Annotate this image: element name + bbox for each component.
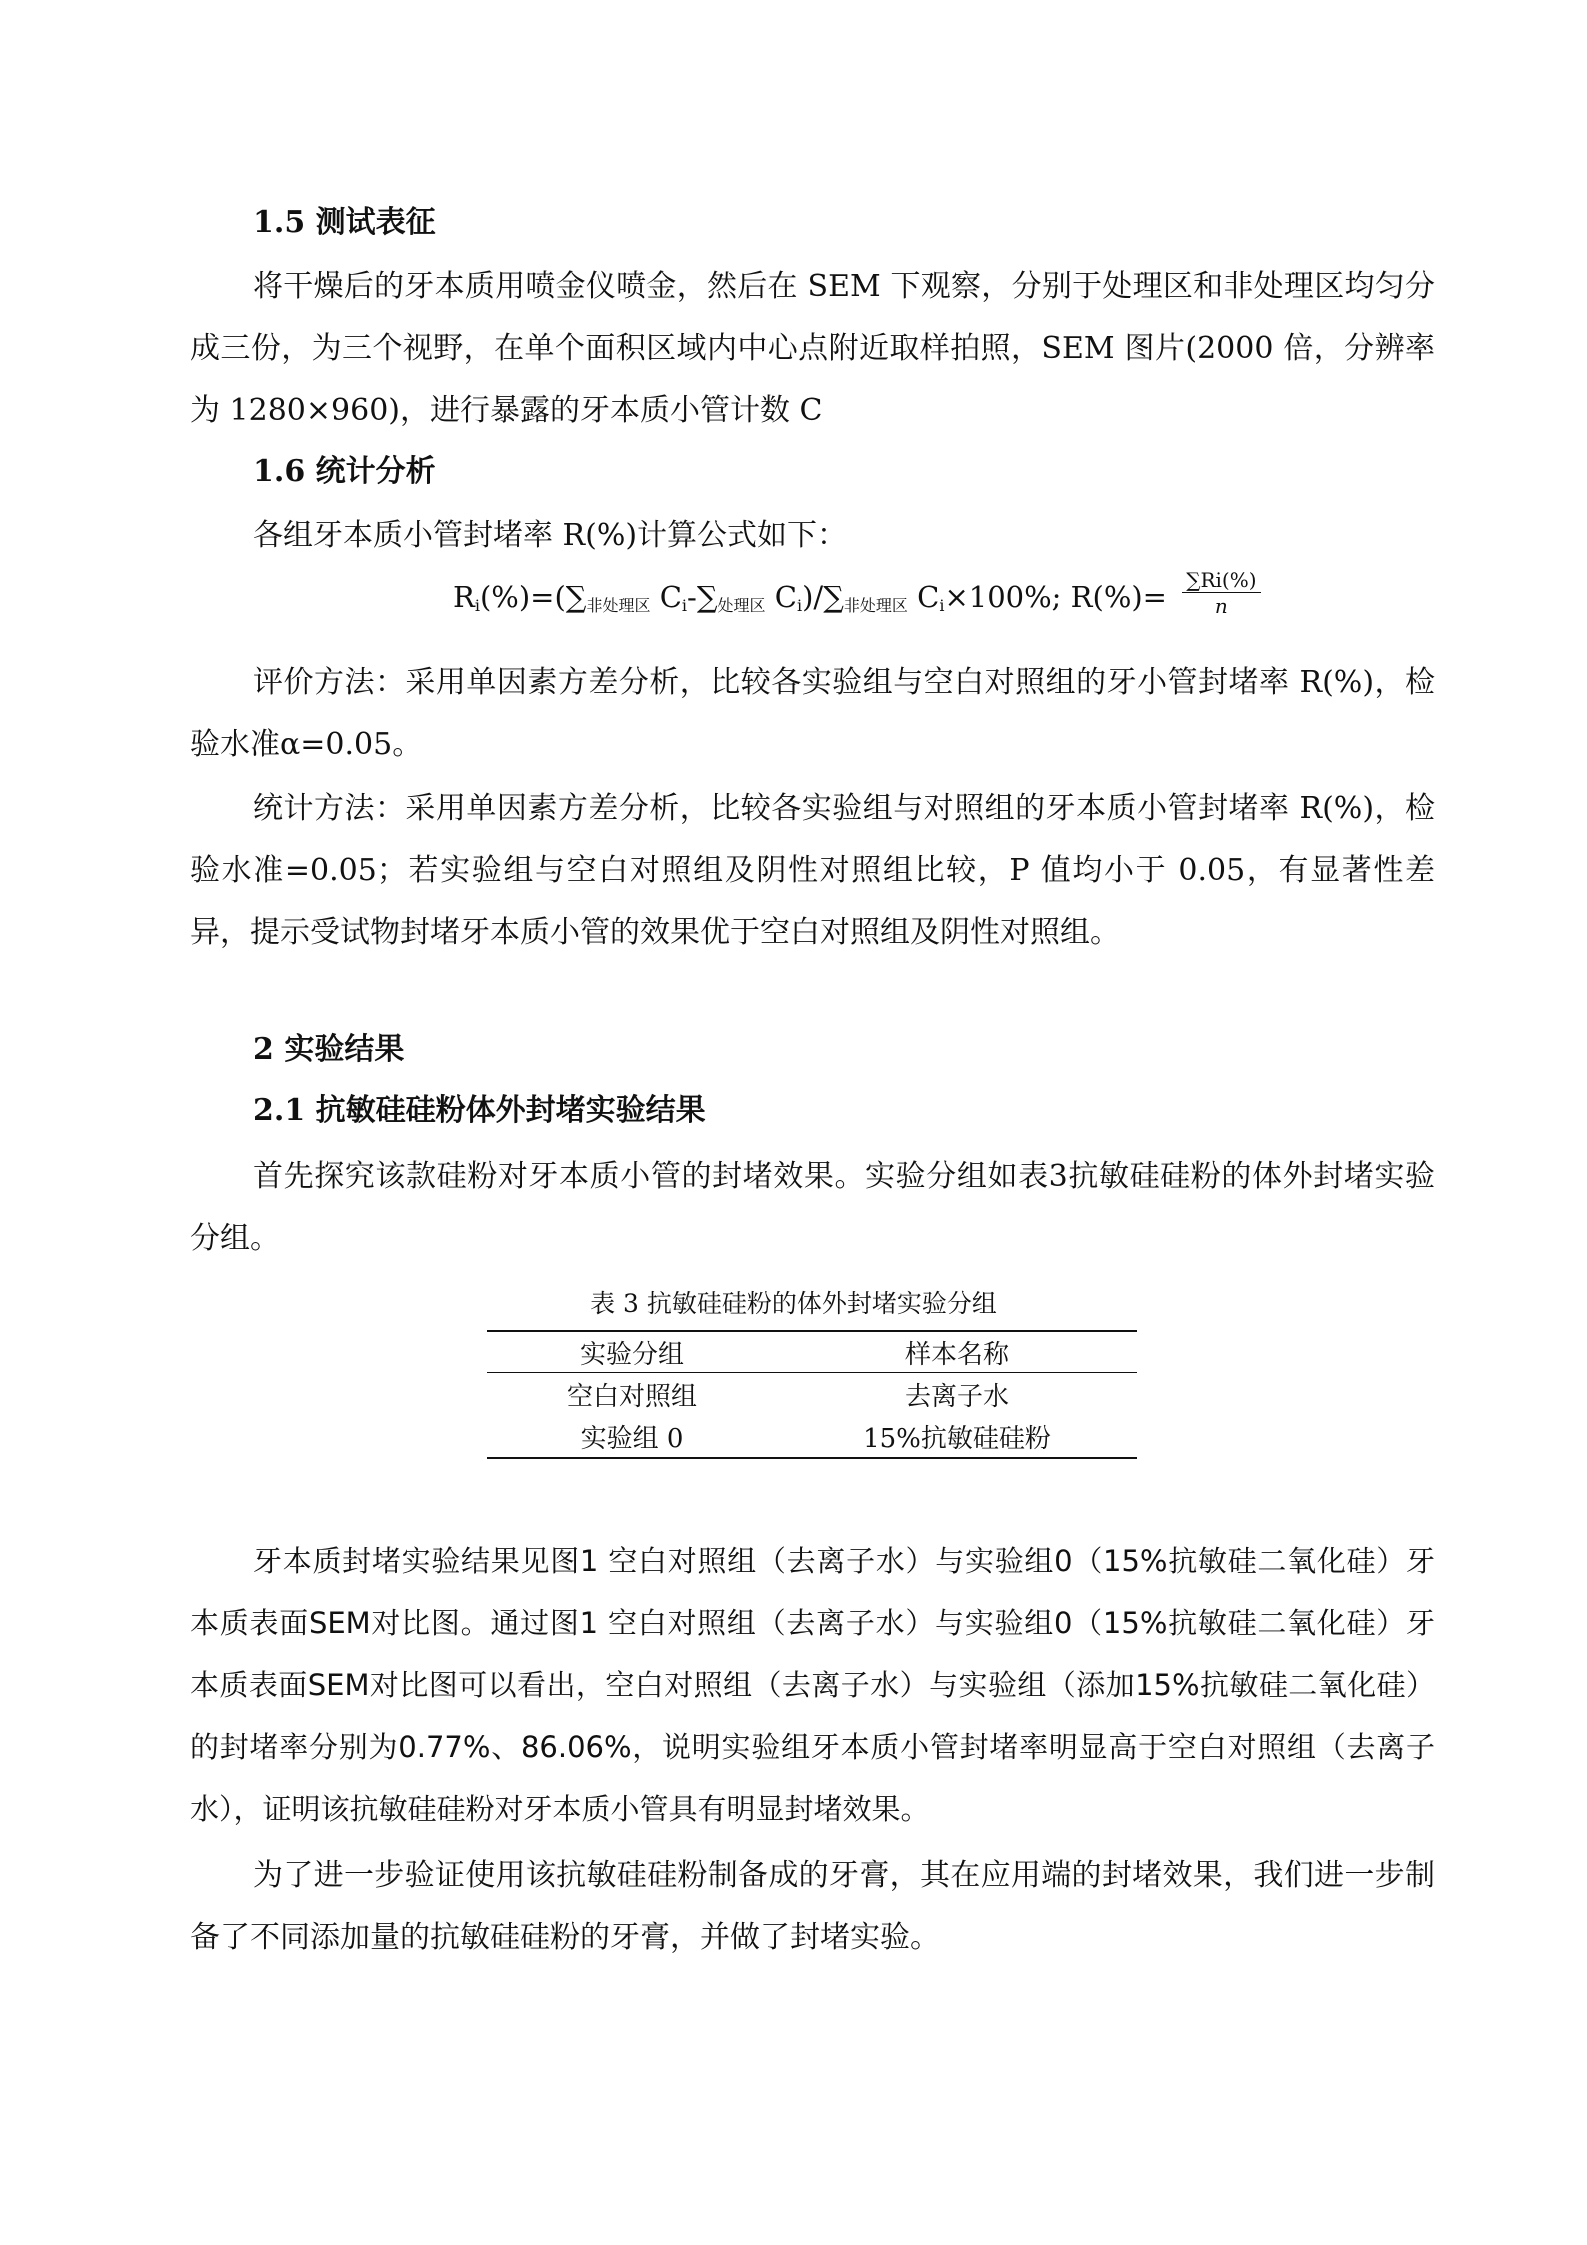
paragraph-formula-intro: 各组牙本质小管封堵率 R(%)计算公式如下： — [253, 518, 848, 553]
paragraph-test-characterization: 将干燥后的牙本质用喷金仪喷金，然后在 SEM 下观察，分别于处理区和非处理区均匀分成三份，为三个视野，在单个面积区域内中心点附近取样拍照，SEM 图片(2000 倍，分辨率为 1280×960)，进行暴露的牙本质小管计数 C — [190, 269, 1435, 428]
paragraph-evaluation-method: 评价方法：采用单因素方差分析，比较各实验组与空白对照组的牙小管封堵率 R(%)，检验水准α=0.05。 — [190, 665, 1435, 762]
section-heading-1-6: 1.6 统计分析 — [253, 454, 436, 489]
paragraph-further-verification: 为了进一步验证使用该抗敏硅硅粉制备成的牙膏，其在应用端的封堵效果，我们进一步制备了不同添加量的抗敏硅硅粉的牙膏，并做了封堵实验。 — [190, 1858, 1435, 1955]
paragraph-statistical-method: 统计方法：采用单因素方差分析，比较各实验组与对照组的牙本质小管封堵率 R(%)，检验水准=0.05；若实验组与空白对照组及阴性对照组比较，P 值均小于 0.05，有显著性差异，提示受试物封堵牙本质小管的效果优于空白对照组及阴性对照组。 — [190, 791, 1435, 950]
formula-sum-subscript-nontreated: 非处理区 — [843, 596, 908, 615]
paragraph-sem-results: 牙本质封堵实验结果见图1 空白对照组（去离子水）与实验组0（15%抗敏硅二氧化硅）牙本质表面SEM对比图。通过图1 空白对照组（去离子水）与实验组0（15%抗敏硅二氧化硅）牙本质表面SEM对比图可以看出，空白对照组（去离子水）与实验组（添加15%抗敏硅二氧化硅）的封堵率分别为0.77%、86.06%，说明实验组牙本质小管封堵率明显高于空白对照组（去离子水），证明该抗敏硅硅粉对牙本质小管具有明显封堵效果。 — [190, 1544, 1435, 1826]
formula-sum-subscript-treated: 处理区 — [717, 596, 766, 615]
section-heading-2-1: 2.1 抗敏硅硅粉体外封堵实验结果 — [253, 1093, 706, 1128]
table-header-cell: 实验分组 — [487, 1331, 777, 1373]
fraction-denominator: n — [1214, 594, 1228, 618]
table-header-cell: 样本名称 — [777, 1331, 1137, 1373]
section-heading-2: 2 实验结果 — [253, 1032, 405, 1067]
formula-fraction — [1182, 570, 1260, 616]
table-cell: 15%抗敏硅硅粉 — [777, 1415, 1137, 1458]
section-heading-1-5: 1.5 测试表征 — [253, 205, 436, 240]
formula-term-c: C — [907, 580, 940, 614]
formula-term-c: C — [650, 580, 682, 614]
experiment-group-table — [487, 1330, 1137, 1459]
table-row — [487, 1415, 1137, 1458]
formula-lhs-tail: (%)=(∑ — [479, 580, 587, 614]
table-header-row — [487, 1331, 1137, 1373]
table-cell: 去离子水 — [904, 1381, 1009, 1412]
formula-lhs: R — [453, 580, 475, 614]
formula-sum-subscript-nontreated: 非处理区 — [586, 596, 651, 615]
formula-term-c: C — [765, 580, 797, 614]
formula-term-c-subscript: i — [796, 596, 803, 615]
formula-minus-sum: -∑ — [687, 580, 718, 614]
paragraph-experiment-intro: 首先探究该款硅粉对牙本质小管的封堵效果。实验分组如表3抗敏硅硅粉的体外封堵实验分组。 — [190, 1159, 1435, 1256]
blocking-rate-formula — [453, 568, 1261, 622]
formula-term-c-subscript: i — [939, 596, 945, 615]
formula-term-c-subscript: i — [681, 596, 688, 615]
formula-division-sum: )/∑ — [802, 580, 844, 614]
fraction-numerator: ∑Ri(%) — [1182, 570, 1260, 593]
table-cell: 实验组 0 — [487, 1415, 777, 1458]
formula-tail: ×100%; R(%)= — [944, 580, 1167, 614]
table-row — [487, 1373, 1137, 1416]
table-caption: 表 3 抗敏硅硅粉的体外封堵实验分组 — [590, 1289, 997, 1318]
formula-lhs-subscript: i — [474, 596, 480, 615]
table-cell: 空白对照组 — [566, 1381, 697, 1412]
